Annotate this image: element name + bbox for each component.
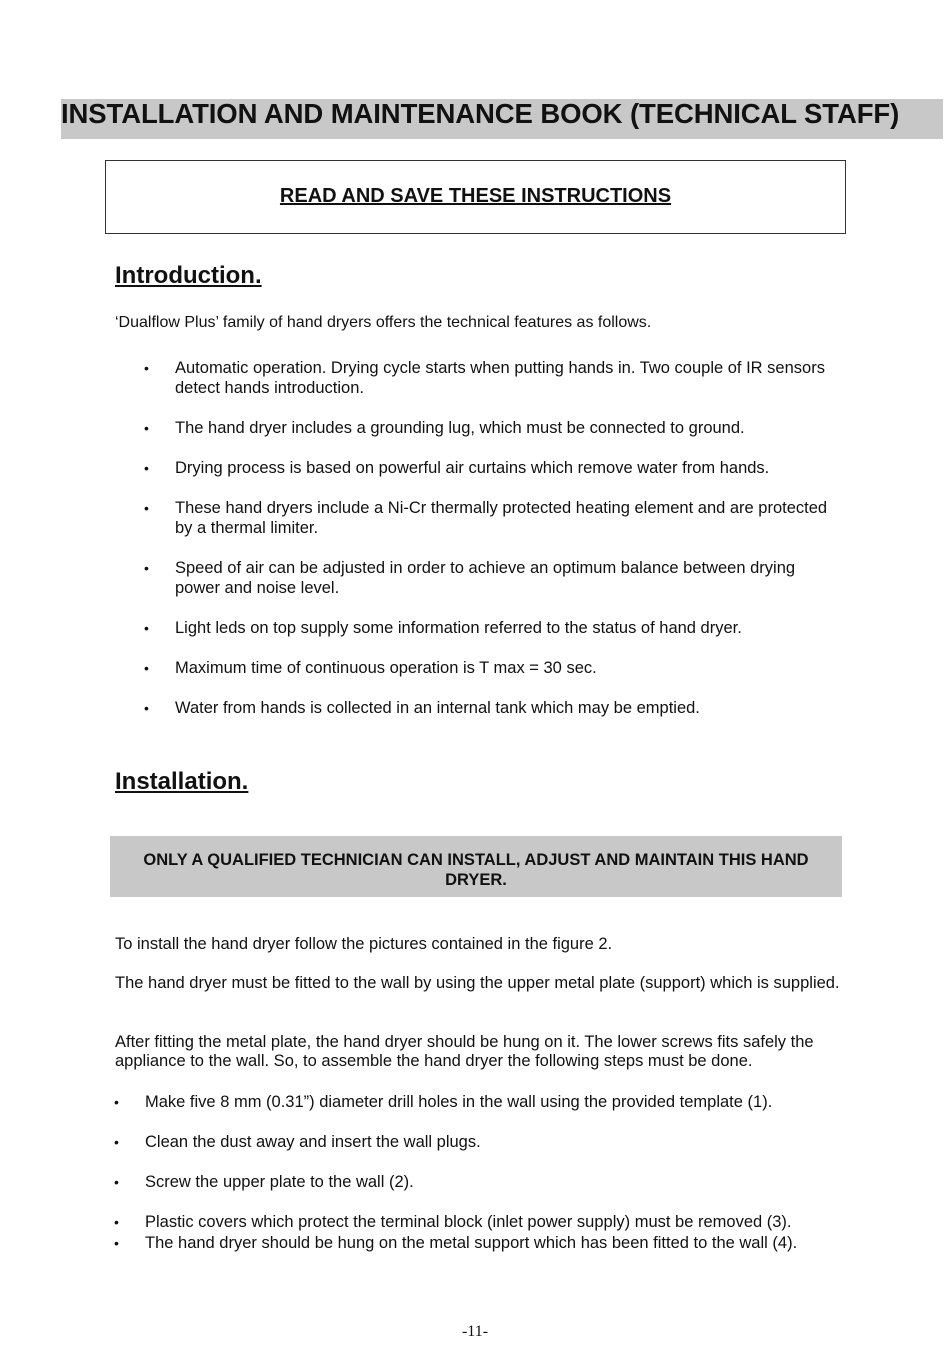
warning-box	[110, 836, 842, 897]
notice-text: READ AND SAVE THESE INSTRUCTIONS	[279, 185, 672, 207]
list-item	[140, 658, 830, 678]
list-item-text: Drying process is based on powerful air curtains which remove water from hands.	[175, 459, 770, 477]
bullet-icon: •	[114, 1214, 119, 1230]
bullet-icon: •	[144, 660, 149, 676]
installation-steps-list	[110, 1092, 850, 1273]
page-number: -11-	[461, 1323, 489, 1340]
list-item-text: Plastic covers which protect the terminal block (inlet power supply) must be removed (3).	[145, 1213, 792, 1231]
list-item-text: Speed of air can be adjusted in order to achieve an optimum balance between drying power and noise level.	[175, 559, 796, 597]
list-item	[140, 618, 830, 638]
bullet-icon: •	[144, 620, 149, 636]
notice-box	[105, 160, 846, 234]
list-item-text: Clean the dust away and insert the wall plugs.	[145, 1133, 481, 1151]
list-item-text: The hand dryer includes a grounding lug, which must be connected to ground.	[175, 419, 745, 437]
list-item	[110, 1132, 850, 1152]
warning-text: ONLY A QUALIFIED TECHNICIAN CAN INSTALL, ADJUST AND MAINTAIN THIS HAND DRYER.	[143, 851, 809, 889]
page-title: INSTALLATION AND MAINTENANCE BOOK (TECHNICAL STAFF)	[61, 98, 900, 129]
bullet-icon: •	[144, 420, 149, 436]
features-list	[140, 358, 830, 738]
bullet-icon: •	[114, 1134, 119, 1150]
list-item-text: Water from hands is collected in an internal tank which may be emptied.	[175, 699, 700, 717]
introduction-heading: Introduction.	[115, 262, 262, 289]
installation-paragraph: To install the hand dryer follow the pictures contained in the figure 2.	[115, 935, 613, 953]
list-item	[140, 698, 830, 718]
installation-paragraph: The hand dryer must be fitted to the wall by using the upper metal plate (support) which is supplied.	[115, 974, 840, 992]
bullet-icon: •	[114, 1174, 119, 1190]
list-item	[140, 498, 830, 538]
list-item-text: Automatic operation. Drying cycle starts when putting hands in. Two couple of IR sensors detect hands introduction.	[175, 359, 825, 397]
list-item-text: Light leds on top supply some information referred to the status of hand dryer.	[175, 619, 742, 637]
list-item	[110, 1212, 850, 1232]
list-item-text: The hand dryer should be hung on the metal support which has been fitted to the wall (4).	[145, 1234, 798, 1252]
list-item	[140, 358, 830, 398]
list-item	[110, 1092, 850, 1112]
bullet-icon: •	[144, 560, 149, 576]
list-item-text: Make five 8 mm (0.31”) diameter drill holes in the wall using the provided template (1).	[145, 1093, 773, 1111]
bullet-icon: •	[144, 360, 149, 376]
bullet-icon: •	[114, 1094, 119, 1110]
list-item	[110, 1172, 850, 1192]
list-item	[140, 458, 830, 478]
bullet-icon: •	[144, 700, 149, 716]
list-item-text: Maximum time of continuous operation is T max = 30 sec.	[175, 659, 597, 677]
bullet-icon: •	[144, 500, 149, 516]
list-item	[140, 418, 830, 438]
page-title-bar	[61, 99, 943, 139]
installation-paragraph: After fitting the metal plate, the hand dryer should be hung on it. The lower screws fits safely the appliance to the wall. So, to assemble the hand dryer the following steps must be done.	[115, 1033, 814, 1070]
installation-heading: Installation.	[115, 768, 249, 795]
list-item-text: Screw the upper plate to the wall (2).	[145, 1173, 414, 1191]
list-item	[110, 1233, 850, 1253]
list-item	[140, 558, 830, 598]
bullet-icon: •	[144, 460, 149, 476]
introduction-lead: ‘Dualflow Plus’ family of hand dryers offers the technical features as follows.	[115, 314, 652, 331]
bullet-icon: •	[114, 1235, 119, 1251]
list-item-text: These hand dryers include a Ni-Cr thermally protected heating element and are protected by a thermal limiter.	[175, 499, 828, 537]
